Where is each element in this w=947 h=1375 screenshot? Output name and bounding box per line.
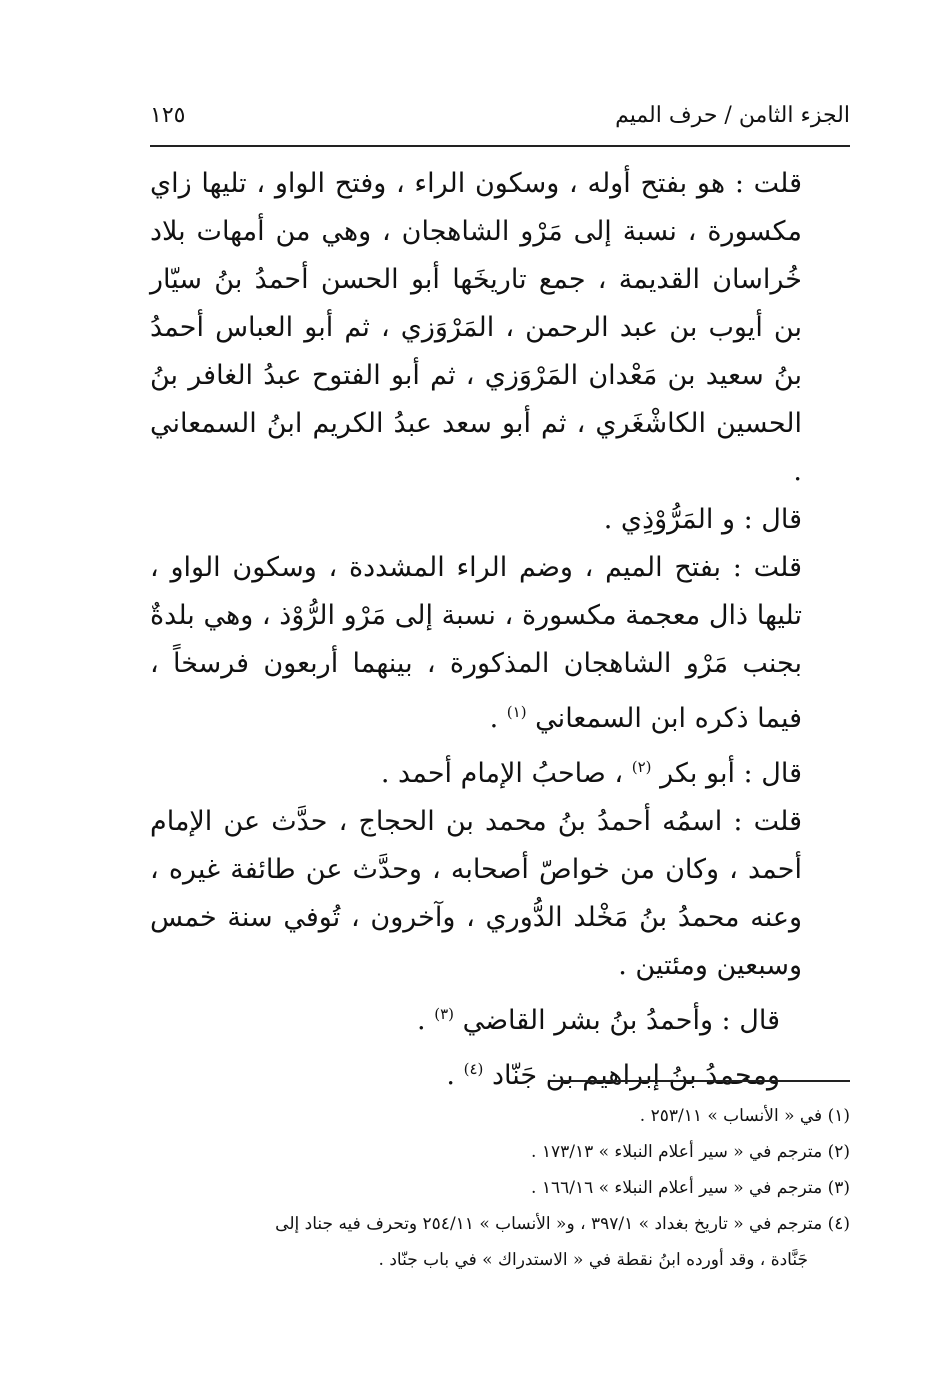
footnote-3: (٣) مترجم في « سير أعلام النبلاء » ١٦٦/١٦ .	[531, 1178, 850, 1198]
paragraph-6-end: .	[417, 1005, 426, 1036]
footnote-4: (٤) مترجم في « تاريخ بغداد » ٣٩٧/١ ، و« الأنساب » ٢٥٤/١١ وتحرف فيه جناد إلى	[275, 1214, 850, 1234]
paragraph-7	[150, 1045, 850, 1100]
paragraph-3-text: قلت : بفتح الميم ، وضم الراء المشددة ، وسكون الواو ، تليها ذال معجمة مكسورة ، نسبة إلى مَرْو الرُّوْذ ، وهي بلدةٌ بجنب مَرْو الشاهجان المذكورة ، بينهما أربعون فرسخاً ، فيما ذكره ابن السمعاني	[150, 552, 802, 734]
footnotes	[150, 1098, 850, 1278]
footnote-4-continuation: جَنَّادة ، وقد أورده ابنُ نقطة في « الاستدراك » في باب جنّاد .	[378, 1250, 808, 1270]
paragraph-4-text: قال : أبو بكر	[660, 758, 802, 789]
paragraph-6-text: قال : وأحمدُ بنُ بشر القاضي	[462, 1005, 780, 1036]
page-number: ١٢٥	[150, 102, 186, 128]
paragraph-5: قلت : اسمُه أحمدُ بنُ محمد بن الحجاج ، حدَّث عن الإمام أحمد ، وكان من خواصّ أصحابه ، وحدَّث عن طائفة غيره ، وعنه محمدُ بنُ مَخْلد الدُّوري ، وآخرون ، تُوفي سنة خمس وسبعين ومئتين .	[150, 806, 802, 981]
footnote-2: (٢) مترجم في « سير أعلام النبلاء » ١٧٣/١٣ .	[531, 1142, 850, 1162]
footnote-rule	[550, 1080, 850, 1082]
paragraph-3	[150, 544, 850, 743]
paragraph-4	[150, 743, 850, 798]
page-header	[150, 90, 850, 140]
paragraph-6	[150, 990, 850, 1045]
header-rule	[150, 145, 850, 147]
paragraph-7-text: ومحمدُ بنُ إبراهيم بن جَنّاد	[491, 1060, 780, 1091]
footnote-ref-3[interactable]: (٣)	[434, 1005, 455, 1023]
footnote-ref-4[interactable]: (٤)	[463, 1060, 484, 1078]
footnote-1: (١) في « الأنساب » ٢٥٣/١١ .	[639, 1106, 850, 1126]
running-title: الجزء الثامن / حرف الميم	[615, 102, 850, 128]
footnote-ref-2[interactable]: (٢)	[631, 758, 652, 776]
paragraph-1: قلت : هو بفتح أوله ، وسكون الراء ، وفتح الواو ، تليها زاي مكسورة ، نسبة إلى مَرْو الشاهجان ، وهي من أمهات بلاد خُراسان القديمة ، جمع تاريخَها أبو الحسن أحمدُ بنُ سيّار بن أيوب بن عبد الرحمن ، المَرْوَزي ، ثم أبو العباس أحمدُ بنُ سعيد بن مَعْدان المَرْوَزي ، ثم أبو الفتوح عبدُ الغافر بنُ الحسين الكاشْغَري ، ثم أبو سعد عبدُ الكريم ابنُ السمعاني .	[150, 168, 802, 487]
footnote-ref-1[interactable]: (١)	[506, 703, 527, 721]
main-text	[150, 160, 850, 1100]
paragraph-4-end: ، صاحبُ الإمام أحمد .	[380, 758, 624, 789]
paragraph-2: قال : و المَرُّوْذِي .	[603, 504, 802, 535]
paragraph-7-end: .	[446, 1060, 455, 1091]
paragraph-3-end: .	[489, 703, 499, 734]
book-page	[150, 90, 850, 1290]
